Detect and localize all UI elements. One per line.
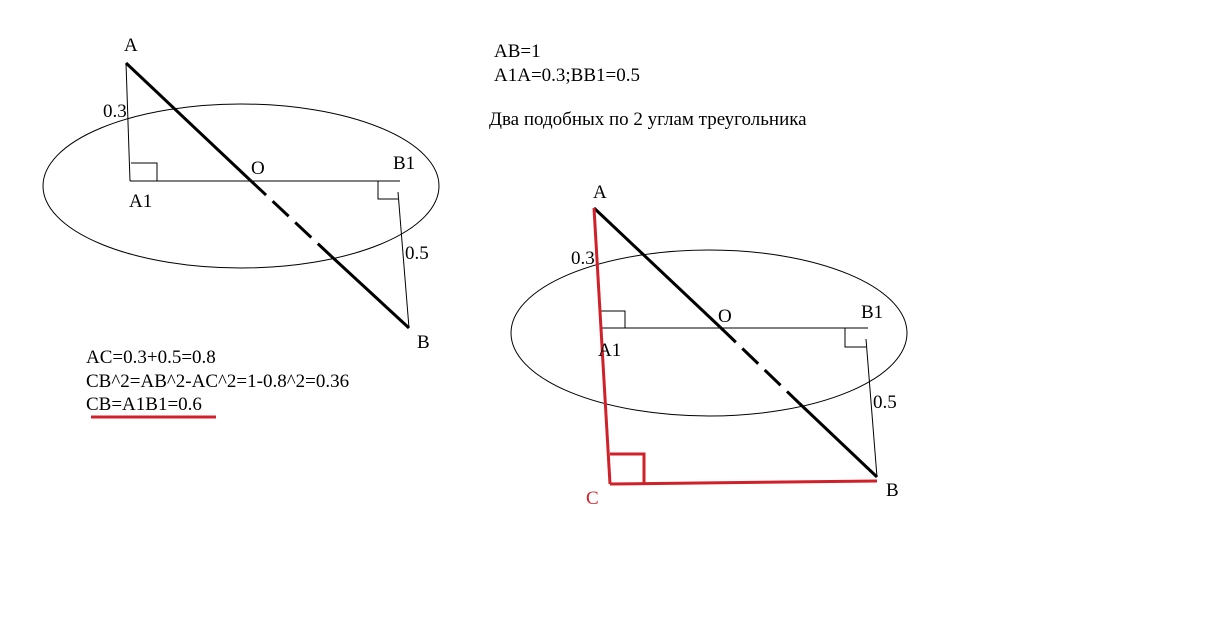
right-label-o: O [718, 306, 732, 327]
right-segment-ab-lower [799, 403, 877, 477]
left-right-angle-b1 [378, 181, 398, 199]
right-right-angle-c [610, 454, 644, 485]
left-label-a1: A1 [129, 191, 153, 212]
right-label-b1: B1 [861, 302, 884, 323]
left-label-len-bb1: 0.5 [405, 243, 429, 264]
right-right-angle-a1 [601, 311, 625, 328]
left-label-b: B [417, 332, 430, 353]
left-label-a: A [124, 35, 138, 56]
solution-line-2: CB^2=AB^2-AC^2=1-0.8^2=0.36 [86, 371, 350, 392]
solution-line-1: AC=0.3+0.5=0.8 [86, 347, 216, 368]
left-label-len-a1a: 0.3 [103, 101, 127, 122]
left-label-b1: B1 [393, 153, 416, 174]
solution-block [86, 347, 349, 417]
right-label-len-bb1: 0.5 [873, 392, 897, 413]
right-figure [511, 182, 907, 509]
left-plane-ellipse [43, 104, 439, 268]
right-right-angle-b1 [845, 328, 866, 347]
right-label-a1: A1 [598, 340, 622, 361]
right-label-len-a1a: 0.3 [571, 248, 595, 269]
left-label-o: O [251, 158, 265, 179]
given-line-2: A1A=0.3;BB1=0.5 [494, 65, 640, 86]
right-segment-cb [610, 481, 877, 484]
left-segment-ab-hidden [250, 180, 331, 256]
left-segment-a1a [126, 63, 130, 181]
right-label-a: A [593, 182, 607, 203]
right-plane-ellipse [511, 250, 907, 416]
right-label-b: B [886, 480, 899, 501]
given-note: Два подобных по 2 углам треугольника [489, 109, 807, 130]
right-label-c: C [586, 488, 599, 509]
left-figure [43, 35, 439, 353]
solution-line-3: CB=A1B1=0.6 [86, 394, 202, 415]
left-right-angle-a1 [131, 163, 157, 181]
given-block [489, 41, 807, 130]
left-segment-ab-lower [331, 256, 409, 328]
right-segment-ab-upper [594, 208, 720, 327]
right-segment-ab-hidden [720, 327, 799, 403]
left-segment-ab-upper [126, 63, 250, 180]
given-line-1: AB=1 [494, 41, 541, 62]
